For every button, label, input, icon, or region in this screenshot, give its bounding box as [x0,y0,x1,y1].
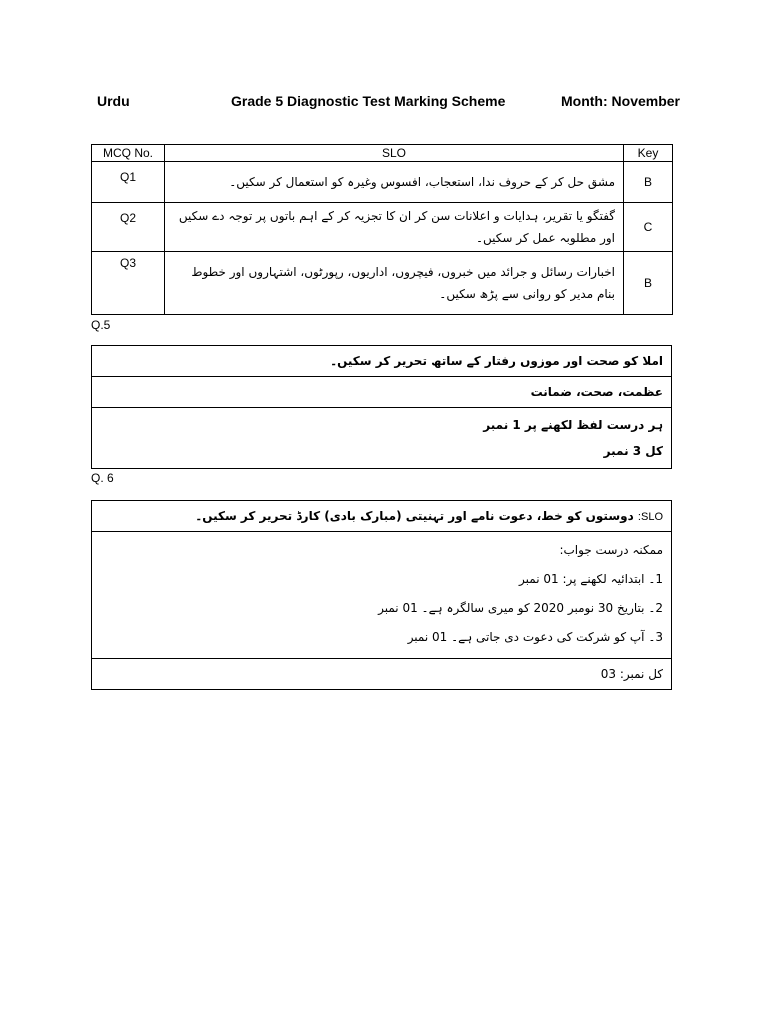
q5-words: عظمت، صحت، ضمانت [92,377,672,408]
q6-slo-cell [92,501,672,532]
key-header: Key [624,145,673,162]
table-row [92,408,672,469]
table-row [92,162,673,203]
mcq-slo: مشق حل کر کے حروف ندا، استعجاب، افسوس وغیرہ کو استعمال کر سکیں۔ [165,162,624,203]
question-5-label: Q.5 [91,318,111,332]
month-label: Month: November [561,93,680,109]
q6-slo-tag: SLO: [637,511,663,523]
slo-header: SLO [165,145,624,162]
table-row [92,377,672,408]
table-row [92,252,673,315]
mcq-number: Q3 [92,252,165,315]
mcq-no-header: MCQ No. [92,145,165,162]
mcq-slo: اخبارات رسائل و جرائد میں خبروں، فیچروں، اداریوں، رپورٹوں، اشتہاروں اور خطوط بنام مدیر کو روانی سے پڑھ سکیں۔ [165,252,624,315]
q5-slo: املا کو صحت اور موزوں رفتار کے ساتھ تحریر کر سکیں۔ [92,346,672,377]
q5-total: کل 3 نمبر [603,444,663,458]
mcq-number: Q1 [92,162,165,203]
mcq-header-row [92,145,673,162]
q5-marking: ہر درست لفظ لکھنے پر 1 نمبر [483,418,663,432]
q6-slo: دوستوں کو خط، دعوت نامے اور تہنیتی (مبارک بادی) کارڈ تحریر کر سکیں۔ [195,509,634,523]
q6-answer-heading: ممکنہ درست جواب: [559,543,663,557]
q6-answer-item: 2۔ بتاریخ 30 نومبر 2020 کو میری سالگرہ ہے۔ 01 نمبر [378,601,663,615]
document-title: Grade 5 Diagnostic Test Marking Scheme [231,93,506,109]
q6-answer-item: 1۔ ابتدائیہ لکھنے پر: 01 نمبر [519,572,663,586]
table-row [92,659,672,690]
mcq-number: Q2 [92,203,165,252]
q6-total: کل نمبر: 03 [92,659,672,690]
q5-marking-cell [92,408,672,469]
q6-answers-cell [92,532,672,659]
table-row [92,532,672,659]
mcq-key: B [624,162,673,203]
mcq-key: C [624,203,673,252]
table-row [92,346,672,377]
table-row [92,501,672,532]
mcq-key: B [624,252,673,315]
q6-answer-item: 3۔ آپ کو شرکت کی دعوت دی جاتی ہے۔ 01 نمبر [407,630,663,644]
question-6-label: Q. 6 [91,471,114,485]
mcq-slo: گفتگو یا تقریر، ہدایات و اعلانات سن کر ان کا تجزیہ کر کے اہم باتوں پر توجہ دے سکیں اور مطلوبہ عمل کر سکیں۔ [165,203,624,252]
subject-label: Urdu [97,93,130,109]
question-6-table [91,500,672,690]
table-row [92,203,673,252]
question-5-table [91,345,672,469]
mcq-table [91,144,673,315]
